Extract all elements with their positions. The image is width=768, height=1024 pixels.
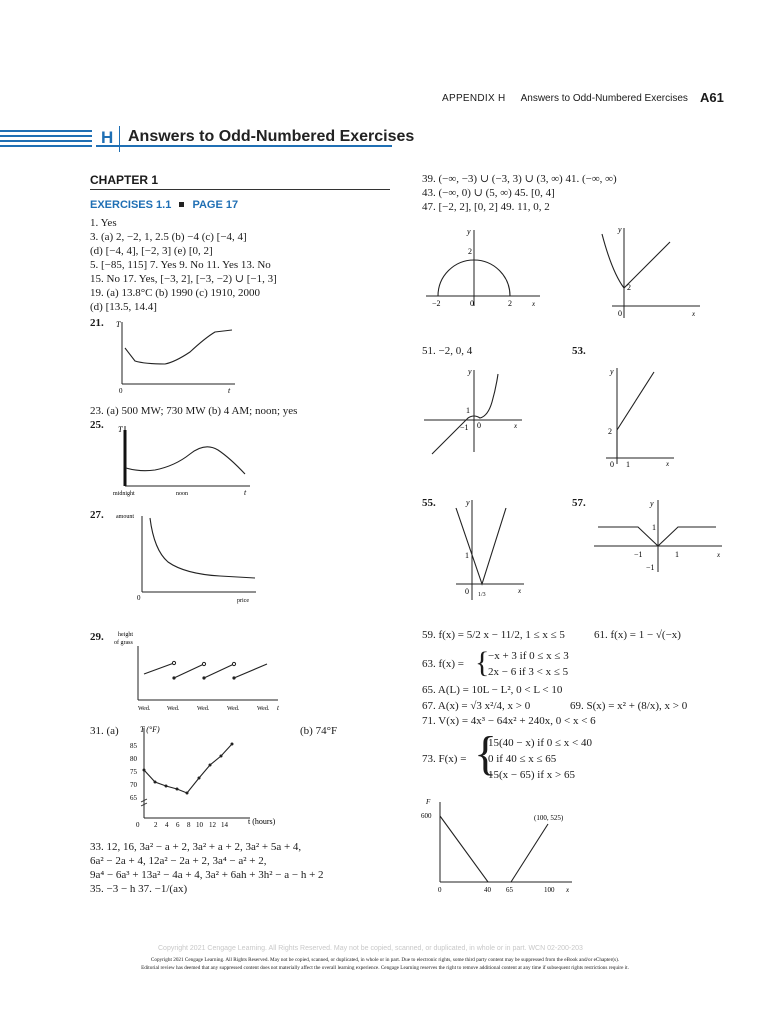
tick-label: −1 (646, 563, 655, 572)
tick-label: −1 (634, 550, 643, 559)
section-label: EXERCISES 1.1 (90, 199, 172, 211)
answer-line: 43. (−∞, 0) ∪ (5, ∞) 45. [0, 4] (422, 187, 555, 199)
banner-title: Answers to Odd-Numbered Exercises (128, 128, 415, 145)
axis-label: x (692, 310, 696, 318)
answer-line: (b) 74°F (300, 725, 338, 737)
tick-label: 100 (544, 886, 555, 894)
graph-57 (592, 496, 727, 578)
graph-31 (110, 722, 310, 832)
tick-label: −2 (432, 299, 441, 308)
tick-label: Wed. (197, 706, 210, 712)
axis-label: y (650, 499, 654, 508)
section-page: PAGE 17 (192, 199, 239, 211)
origin-label: 0 (119, 387, 123, 394)
tick-label: 4 (165, 821, 169, 829)
banner-divider (119, 126, 120, 152)
axis-label: price (237, 598, 249, 604)
chapter-rule (90, 189, 390, 190)
axis-label: T (118, 425, 123, 434)
tick-label: 2 (154, 821, 158, 829)
answer-line: 15(x − 65) if x > 65 (488, 769, 575, 781)
answer-line: 65. A(L) = 10L − L², 0 < L < 10 (422, 684, 563, 696)
point-label: (100, 525) (534, 814, 564, 822)
axis-label: t (244, 488, 247, 497)
section-heading (90, 199, 238, 211)
tick-label: 65 (130, 794, 137, 802)
tick-label: Wed. (167, 706, 180, 712)
answer-line: 51. −2, 0, 4 (422, 345, 473, 357)
tick-label: 2 (608, 427, 612, 436)
tick-label: 0 (477, 421, 481, 430)
tick-label: 2 (627, 283, 631, 292)
tick-label: noon (176, 491, 188, 497)
answer-line: 15. No 17. Yes, [−3, 2], [−3, −2) ∪ [−1, 3] (90, 273, 277, 285)
axis-label: t (277, 704, 279, 712)
answer-line: (d) [−4, 4], [−2, 3] (e) [0, 2] (90, 245, 213, 257)
answer-line: 0 if 40 ≤ x ≤ 65 (488, 753, 557, 765)
graph-49b (592, 222, 702, 322)
piecewise-brace: { (475, 646, 490, 679)
axis-label: y (468, 367, 472, 376)
tick-label: 8 (187, 821, 191, 829)
axis-label: x (717, 551, 721, 559)
tick-label: 1 (465, 551, 469, 560)
axis-label: F (426, 798, 431, 806)
answer-line: 6a² − 2a + 4, 12a² − 2a + 2, 3a⁴ − a² + 2, (90, 855, 267, 867)
axis-label: y (618, 225, 622, 234)
answer-line: 23. (a) 500 MW; 730 MW (b) 4 AM; noon; yes (90, 405, 298, 417)
answer-number: 21. (90, 317, 104, 329)
answer-line: 19. (a) 13.8°C (b) 1990 (c) 1910, 2000 (90, 287, 260, 299)
answer-number: 29. (90, 631, 104, 643)
graph-25 (110, 420, 260, 500)
answer-line: 69. S(x) = x² + (8/x), x > 0 (570, 700, 688, 712)
axis-label: y (467, 227, 471, 236)
tick-label: 1 (626, 460, 630, 469)
axis-label: height (118, 632, 133, 638)
watermark: Copyright 2021 Cengage Learning. All Rights Reserved. May not be copied, scanned, or duplicated, in whole or in part. WCN 02-200-203 (158, 945, 583, 952)
axis-label: y (466, 498, 470, 507)
answer-line: 59. f(x) = 5/2 x − 11/2, 1 ≤ x ≤ 5 (422, 629, 565, 641)
axis-label: x (518, 587, 522, 595)
axis-label: t (228, 386, 231, 394)
tick-label: 6 (176, 821, 180, 829)
answer-line: 33. 12, 16, 3a² − a + 2, 3a² + a + 2, 3a² + 5a + 4, (90, 841, 302, 853)
axis-label: y (610, 367, 614, 376)
origin-label: 0 (137, 594, 141, 602)
chapter-heading: CHAPTER 1 (90, 173, 159, 187)
tick-label: 0 (438, 886, 442, 894)
tick-label: 12 (209, 821, 216, 829)
answer-number: 55. (422, 497, 436, 509)
axis-label: amount (116, 514, 134, 520)
answer-line: 39. (−∞, −3) ∪ (−3, 3) ∪ (3, ∞) 41. (−∞, ∞) (422, 173, 617, 185)
tick-label: 0 (136, 821, 140, 829)
answer-line: 71. V(x) = 4x³ − 64x² + 240x, 0 < x < 6 (422, 715, 596, 727)
appendix-label: APPENDIX H (442, 93, 506, 104)
answer-line: 47. [−2, 2], [0, 2] 49. 11, 0, 2 (422, 201, 550, 213)
tick-label: 600 (421, 812, 432, 820)
page-number: A61 (700, 90, 724, 105)
tick-label: 80 (130, 755, 137, 763)
graph-53 (592, 364, 702, 470)
tick-label: 1/3 (478, 592, 486, 598)
answer-line: 63. f(x) = (422, 658, 464, 670)
tick-label: 40 (484, 886, 491, 894)
answer-number: 25. (90, 419, 104, 431)
answer-line: 5. [−85, 115] 7. Yes 9. No 11. Yes 13. No (90, 259, 271, 271)
axis-label: t (hours) (248, 817, 276, 826)
tick-label: 70 (130, 781, 137, 789)
axis-label: x (532, 300, 536, 308)
answer-line: (d) [13.5, 14.4] (90, 301, 157, 313)
header-title: Answers to Odd-Numbered Exercises (520, 93, 688, 104)
tick-label: 1 (675, 550, 679, 559)
answer-line: 35. −3 − h 37. −1/(ax) (90, 883, 188, 895)
answer-line: 31. (a) (90, 725, 119, 737)
running-header (442, 93, 688, 104)
tick-label: 2 (508, 299, 512, 308)
tick-label: Wed. (138, 706, 151, 712)
axis-label: x (666, 460, 670, 468)
answer-line: 15(40 − x) if 0 ≤ x < 40 (488, 737, 592, 749)
axis-label: x (566, 886, 570, 894)
tick-label: 1 (466, 406, 470, 415)
answer-number: 27. (90, 509, 104, 521)
graph-semicircle (422, 222, 542, 314)
tick-label: Wed. (227, 706, 240, 712)
graph-51 (422, 366, 532, 458)
tick-label: 0 (465, 587, 469, 596)
tick-label: 65 (506, 886, 513, 894)
tick-label: 0 (470, 299, 474, 308)
tick-label: 14 (221, 821, 228, 829)
axis-label: x (514, 422, 518, 430)
tick-label: midnight (113, 491, 135, 497)
tick-label: 85 (130, 742, 137, 750)
graph-73 (420, 794, 580, 896)
answer-number: 53. (572, 345, 586, 357)
banner-letter: H (101, 128, 114, 147)
answer-line: 9a⁴ − 6a³ + 13a² − 4a + 4, 3a² + 6ah + 3h² − a − h + 2 (90, 869, 324, 881)
footer-line-2: Editorial review has deemed that any suppressed content does not materially affect the overall learning experience. Cengage Learning reserves the right to remove additional content at any time if subsequent rights restrictions require it. (141, 965, 629, 971)
footer-line-1: Copyright 2021 Cengage Learning. All Rights Reserved. May not be copied, scanned, or duplicated, in whole or in part. Due to electronic rights, some third party content may be suppressed from the eBook and/or eChapter(s). (150, 957, 620, 963)
answer-line: −x + 3 if 0 ≤ x ≤ 3 (488, 650, 569, 662)
tick-label: 2 (468, 247, 472, 256)
tick-label: 0 (618, 309, 622, 318)
tick-label: −1 (460, 423, 469, 432)
graph-21 (110, 316, 250, 394)
tick-label: 10 (196, 821, 203, 829)
answer-number: 57. (572, 497, 586, 509)
graph-29 (112, 628, 287, 714)
axis-label: of grass (114, 640, 133, 646)
axis-label: T (116, 320, 121, 329)
answer-line: 3. (a) 2, −2, 1, 2.5 (b) −4 (c) [−4, 4] (90, 231, 247, 243)
tick-label: 1 (652, 523, 656, 532)
answer-line: 67. A(x) = √3 x²/4, x > 0 (422, 700, 531, 712)
axis-label: T (°F) (140, 725, 160, 734)
tick-label: 75 (130, 768, 137, 776)
graph-55 (450, 496, 530, 606)
answer-line: 73. F(x) = (422, 753, 467, 765)
graph-27 (110, 508, 260, 606)
answer-line: 61. f(x) = 1 − √(−x) (594, 629, 681, 641)
answer-line: 2x − 6 if 3 < x ≤ 5 (488, 666, 569, 678)
tick-label: Wed. (257, 706, 270, 712)
tick-label: 0 (610, 460, 614, 469)
answer-line: 1. Yes (90, 217, 117, 229)
piecewise-brace: { (474, 727, 498, 780)
